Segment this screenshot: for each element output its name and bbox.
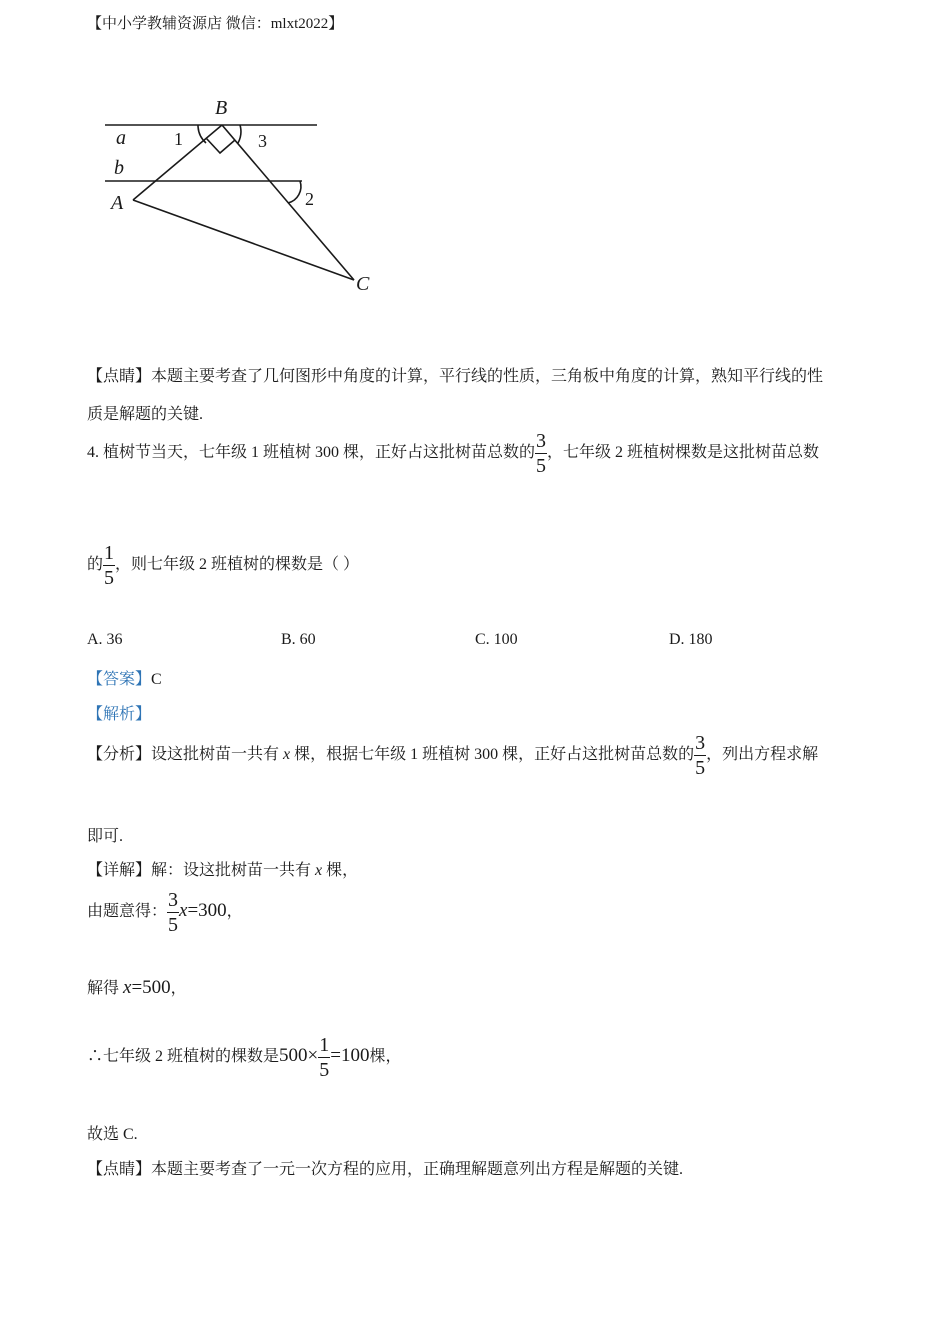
tip-line-2: 质是解题的关键. bbox=[87, 406, 204, 423]
option-a: A. 36 bbox=[87, 631, 123, 648]
angle3-arc bbox=[238, 125, 241, 143]
fenxi-fraction: $\frac{3}{5}$ bbox=[695, 732, 706, 779]
right-angle-mark bbox=[206, 138, 235, 153]
answer-label: 【答案】 bbox=[87, 671, 152, 688]
label-a: a bbox=[116, 127, 126, 149]
equation-3-fraction: $\frac{1}{5}$ bbox=[319, 1034, 330, 1081]
question-fraction-2: $\frac{1}{5}$ bbox=[104, 542, 115, 589]
equation-2: 解得 x=500， bbox=[87, 977, 187, 998]
fenxi-line-2: 即可. bbox=[87, 828, 124, 845]
label-angle2: 2 bbox=[305, 189, 314, 209]
label-angle3: 3 bbox=[258, 131, 267, 151]
label-b: B bbox=[215, 97, 228, 119]
question-line-1 bbox=[87, 431, 819, 476]
equation-1: 由题意得： $\frac{3}{5}$ x=300， bbox=[87, 889, 243, 936]
conclusion: 故选 C. bbox=[87, 1126, 138, 1143]
question-text-post: ，七年级 2 班植树棵数是这批树苗总数 bbox=[547, 444, 820, 462]
answer-line bbox=[87, 666, 162, 689]
geometry-figure bbox=[95, 88, 395, 303]
label-point-a: A bbox=[111, 192, 124, 214]
angle2-arc bbox=[288, 181, 301, 203]
analysis-label: 【解析】 bbox=[87, 706, 152, 723]
option-c: C. 100 bbox=[475, 631, 518, 648]
tip-line-1: 【点睛】本题主要考查了几何图形中角度的计算，平行线的性质，三角板中角度的计算，熟知平行线的性 bbox=[87, 368, 824, 385]
equation-1-fraction: $\frac{3}{5}$ bbox=[168, 889, 179, 936]
header-watermark: 【中小学教辅资源店 微信：mlxt2022】 bbox=[87, 16, 344, 32]
label-angle1: 1 bbox=[174, 129, 183, 149]
detail-line-1: 【详解】解：设这批树苗一共有 x 棵， bbox=[87, 862, 359, 879]
equation-3: ∴七年级 2 班植树的棵数是500× $\frac{1}{5}$ =100棵， bbox=[87, 1034, 402, 1081]
option-d: D. 180 bbox=[669, 631, 713, 648]
label-point-c: C bbox=[356, 273, 370, 295]
label-b-line: b bbox=[114, 157, 124, 179]
tip-2: 【点睛】本题主要考查了一元一次方程的应用，正确理解题意列出方程是解题的关键. bbox=[87, 1161, 684, 1178]
answer-value: C bbox=[151, 671, 162, 688]
question-line-2: 的 $\frac{1}{5}$ ，则七年级 2 班植树的棵数是（ ） bbox=[87, 542, 360, 589]
question-text-pre: 4. 植树节当天，七年级 1 班植树 300 棵，正好占这批树苗总数的 bbox=[87, 444, 536, 462]
question-fraction: $\frac{3}{5}$ bbox=[536, 430, 547, 477]
option-b: B. 60 bbox=[281, 631, 316, 648]
fenxi-line-1: 【分析】设这批树苗一共有 x 棵，根据七年级 1 班植树 300 棵，正好占这批树苗总数的 $\frac{3}{5}$ ，列出方程求解 bbox=[87, 732, 819, 779]
